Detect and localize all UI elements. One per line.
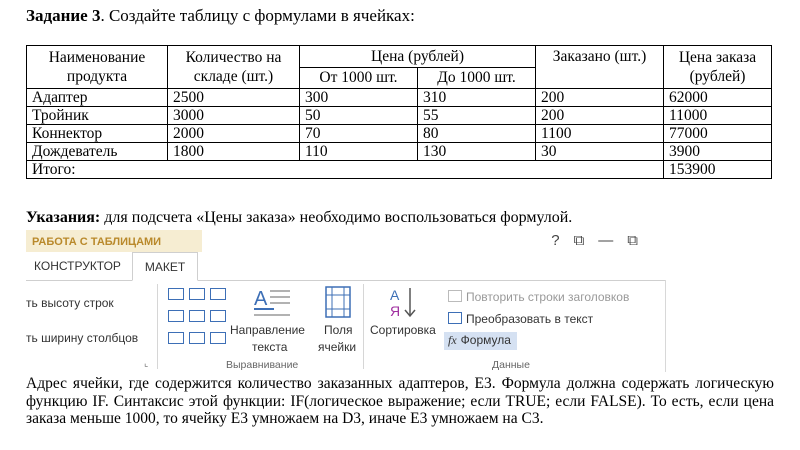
cell: 80 <box>418 125 536 143</box>
col-width-button[interactable]: ть ширину столбцов <box>26 331 139 345</box>
cell: 77000 <box>664 125 772 143</box>
sort-icon[interactable] <box>388 285 418 319</box>
cell: 200 <box>536 89 664 107</box>
text-direction-label-2[interactable]: текста <box>252 340 288 354</box>
tab-layout[interactable]: МАКЕТ <box>132 252 198 281</box>
context-tab: РАБОТА С ТАБЛИЦАМИ <box>26 230 202 252</box>
maximize-icon[interactable]: ⧉ <box>627 232 652 249</box>
header-stock: Количество на складе (шт.) <box>168 46 300 89</box>
hint-text: для подсчета «Цены заказа» необходимо воспользоваться формулой. <box>100 209 573 226</box>
header-order-price: Цена заказа (рублей) <box>664 46 772 89</box>
ribbon-tabs <box>26 252 666 281</box>
hint-label: Указания: <box>26 209 101 226</box>
cell: 55 <box>418 107 536 125</box>
cell: 70 <box>300 125 418 143</box>
cell: 1800 <box>168 143 300 161</box>
cell: Коннектор <box>27 125 168 143</box>
help-icon[interactable]: ? <box>551 232 574 249</box>
hint <box>26 209 572 227</box>
minimize-icon[interactable]: — <box>598 232 628 249</box>
cell: Тройник <box>27 107 168 125</box>
total-value: 153900 <box>664 161 772 179</box>
header-name: Наименование продукта <box>27 46 168 89</box>
header-ordered: Заказано (шт.) <box>536 46 664 89</box>
table-row <box>27 125 772 143</box>
cell-margins-label-2[interactable]: ячейки <box>318 340 357 354</box>
sort-label[interactable]: Сортировка <box>370 323 436 337</box>
cell: Адаптер <box>27 89 168 107</box>
cell: 3900 <box>664 143 772 161</box>
cell: 50 <box>300 107 418 125</box>
header-price-from: От 1000 шт. <box>300 68 418 89</box>
cell: Дождеватель <box>27 143 168 161</box>
cell: 300 <box>300 89 418 107</box>
dialog-launcher-icon[interactable]: ⌞ <box>144 358 149 368</box>
task-title <box>26 6 415 26</box>
text-direction-label-1[interactable]: Направление <box>230 323 305 337</box>
cell: 1100 <box>536 125 664 143</box>
cell: 30 <box>536 143 664 161</box>
fx-icon: fx <box>448 333 457 347</box>
group-data-label: Данные <box>492 359 530 371</box>
cell: 3000 <box>168 107 300 125</box>
row-height-button[interactable]: ть высоту строк <box>26 296 114 310</box>
cell: 2500 <box>168 89 300 107</box>
cell: 2000 <box>168 125 300 143</box>
total-row <box>27 161 772 179</box>
group-alignment-label: Выравнивание <box>226 359 299 371</box>
convert-text-button[interactable]: Преобразовать в текст <box>448 312 593 326</box>
table-row <box>27 89 772 107</box>
text-direction-icon[interactable] <box>252 285 292 319</box>
cell: 200 <box>536 107 664 125</box>
total-label: Итого: <box>27 161 664 179</box>
header-price: Цена (рублей) <box>300 46 536 68</box>
table-row <box>27 107 772 125</box>
cell: 130 <box>418 143 536 161</box>
formula-button[interactable]: fx Формула <box>444 332 517 350</box>
repeat-header-button[interactable]: Повторить строки заголовков <box>448 290 629 304</box>
convert-text-icon <box>448 312 462 324</box>
repeat-header-icon <box>448 290 462 302</box>
cell-margins-icon[interactable] <box>323 285 353 319</box>
description-text: Адрес ячейки, где содержится количество заказанных адаптеров, E3. Формула должна содержать логическую функцию IF. Синтаксис этой функции: IF(логическое выражение; если TRUE; если FALSE). То есть, если цена заказа меньше 1000, то ячейку E3 умножаем на D3, иначе E3 умножаем на C3. <box>26 375 774 427</box>
table-row <box>27 143 772 161</box>
cell: 310 <box>418 89 536 107</box>
cell-margins-label-1[interactable]: Поля <box>324 323 353 337</box>
products-table <box>26 45 772 179</box>
tab-constructor[interactable]: КОНСТРУКТОР <box>34 259 121 273</box>
svg-text:A: A <box>254 288 268 310</box>
header-price-to: До 1000 шт. <box>418 68 536 89</box>
cell: 110 <box>300 143 418 161</box>
ribbon <box>26 230 666 372</box>
task-label: Задание 3 <box>26 6 101 25</box>
alignment-grid[interactable] <box>168 288 230 350</box>
restore-icon[interactable]: ⧉ <box>573 232 599 249</box>
window-buttons[interactable] <box>551 232 652 249</box>
svg-text:А: А <box>390 287 400 303</box>
cell: 11000 <box>664 107 772 125</box>
cell: 62000 <box>664 89 772 107</box>
task-text: . Создайте таблицу с формулами в ячейках: <box>100 6 415 25</box>
svg-text:Я: Я <box>390 303 401 319</box>
